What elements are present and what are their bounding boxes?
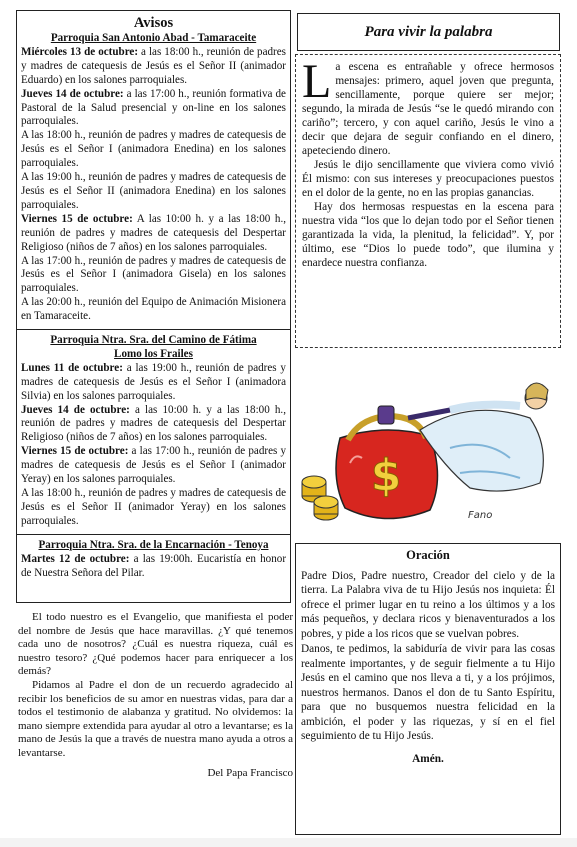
notice-entry: A las 20:00 h., reunión del Equipo de Animación Misionera en Tamaraceite. [21,296,286,323]
notice-entry: Miércoles 13 de octubre: a las 18:00 h., reunión de padres y madres de catequesis de Jesús es el Señor II (animador Eduardo) en los salones parroquiales. [21,45,286,86]
reflection-paragraph: Pidamos al Padre el don de un recuerdo agradecido al recibir los beneficios de su amor en nuestras vidas, para dar a todos el testimonio de alabanza y gratitud. No olvidemos: la mano siempre extendida para ayudar al otro a levantarse; es la mano de Jesús la que a través de nuestra mano ayuda a otros a levantarse. [18,678,293,759]
gospel-paragraph: La escena es entrañable y ofrece hermosos mensajes: primero, aquel joven que pregunta, sencillamente, porque quiere ser mejor; segundo, la mirada de Jesús “se le quedó mirando con cariño”; tercero, y con aquel cariño, Jesús le vino a decir que dejara de seguir confiando en el dinero, apeteciendo dinero. [302,55,554,157]
page-bottom-edge [0,838,577,847]
coins-icon [302,476,338,520]
gospel-paragraph: Hay dos hermosas respuestas en la escena para nuestra vida “los que lo dejan todo por el Señor tienen garantizada la vida, la plenitud, la felicidad”. Y, por último, ese “Dios lo puede todo”, que ilumina y enardece nuestra confianza. [302,201,554,269]
svg-text:$: $ [370,450,402,501]
parish-name: Parroquia San Antonio Abad - Tamaraceite [50,32,257,44]
divider [17,534,290,535]
section-title-box [297,13,560,51]
divider [17,329,290,330]
parish-subname: Lomo los Frailes [114,347,193,360]
reflection-paragraph: El todo nuestro es el Evangelio, que manifiesta el poder del nombre de Jesús que hace maravillas. ¿Y qué tenemos cada uno de nosotros? ¿Cuál es nuestra riqueza, cuál es nuestro tesoro? ¿Qué podemos hacer para enriquecer a los demás? [18,611,293,678]
notice-entry: A las 18:00 h., reunión de padres y madres de catequesis de Jesús es el Señor II (animador Yeray) en los salones parroquiales. [21,487,286,527]
avisos-box [16,10,291,603]
prayer-title: Oración [406,548,450,562]
notice-entry: A las 19:00 h., reunión de padres y madres de catequesis de Jesús es el Señor II (animadora Enedina) en los salones parroquiales. [21,171,286,211]
notice-entry: Jueves 14 de octubre: a las 10:00 h. y a las 18:00 h., reunión de padres y madres de catequesis del Despertar Religioso (niños de 7 años) en los salones parroquiales. [21,403,286,444]
prayer-box [295,543,561,835]
avisos-title: Avisos [133,15,174,31]
reflection-text [18,611,293,780]
notice-entry: A las 18:00 h., reunión de padres y madres de catequesis de Jesús es el Señor I (animadora Enedina) en los salones parroquiales. [21,129,286,170]
money-bag-icon [336,406,438,519]
prayer-closing: Amén. [412,752,444,765]
reflection-signature: Del Papa Francisco [207,766,293,779]
gospel-paragraph: Jesús le dijo sencillamente que viviera como vivió Él mismo: con sus intereses y preocupaciones puestos en el dolor de la gente, no en las propias ganancias. [302,159,554,199]
notice-entry: Martes 12 de octubre: a las 19:00h. Eucaristía en honor de Nuestra Señora del Pilar. [21,552,287,579]
notice-entry: Lunes 11 de octubre: a las 19:00 h., reunión de padres y madres de catequesis de Jesús es el Señor I (animadora Silvia) en los salones parroquiales. [21,361,286,402]
money-bag-illustration [300,378,562,530]
notice-entry: A las 17:00 h., reunión de padres y madres de catequesis de Jesús es el Señor I (animadora Gisela) en los salones parroquiales. [21,254,286,295]
notice-entry: Viernes 15 de octubre: A las 10:00 h. y a las 18:00 h., reunión de padres y madres de catequesis del Despertar Religioso (niños de 7 años) en los salones parroquiales. [21,212,286,253]
parish-name: Parroquia Ntra. Sra. del Camino de Fátima [50,334,257,347]
prayer-paragraph: Padre Dios, Padre nuestro, Creador del cielo y de la tierra. La Palabra viva de tu Hijo Jesús nos inquieta: Él ofrece el primer lugar en tu reino a los últimos y a los más pequeños, y declara ricos y bienaventurados a los pobres, y pide a los ricos que se vuelvan pobres. [301,569,555,640]
notice-entry: Viernes 15 de octubre: a las 17:00 h., reunión de padres y madres de catequesis de Jesús es el Señor I (animador Yeray) en los salones parroquiales. [21,445,286,486]
notice-entry: Jueves 14 de octubre: a las 17:00 h., reunión formativa de Pastoral de la Salud presencial y on-line en los salones parroquiales. [21,87,286,128]
section-title: Para vivir la palabra [364,23,493,40]
drop-cap: L [302,55,332,108]
gospel-box [295,54,561,348]
parish-name: Parroquia Ntra. Sra. de la Encarnación - Tenoya [38,538,269,551]
artist-signature: Fano [468,510,493,521]
prayer-paragraph: Danos, te pedimos, la sabiduría de vivir para las cosas realmente importantes, y de seguir fielmente a tu Hijo Jesús en el camino que nos lleva a ti, y a los prójimos, nuestros hermanos. Danos el don de tu Santo Espíritu, para que no busquemos nuestra felicidad en la ambición, el poder y las riquezas, y sí en el fiel seguimiento de tu Hijo Jesús. [301,643,555,742]
illustration-drawing [300,378,562,530]
